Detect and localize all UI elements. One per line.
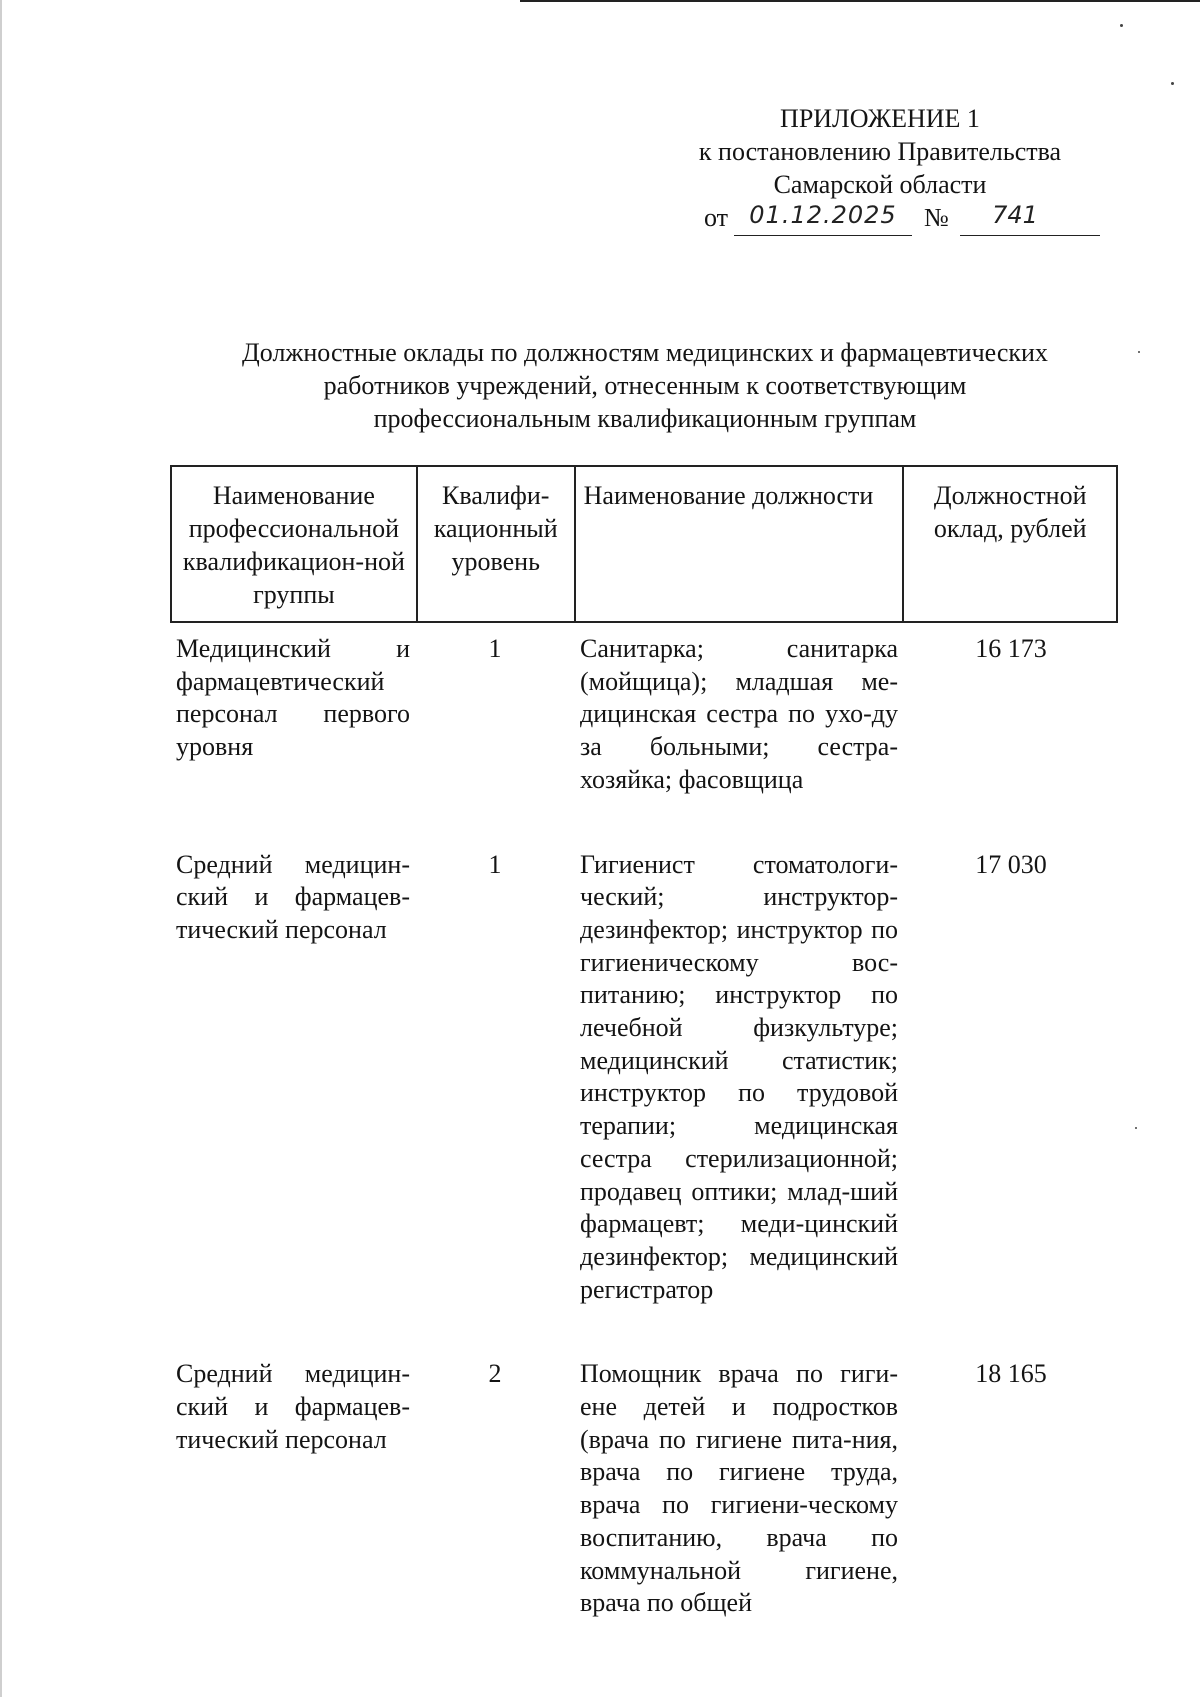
table-header — [170, 465, 1118, 623]
handwritten-number: 741 — [992, 201, 1038, 229]
date-number-line — [630, 201, 1130, 241]
column-header-position: Наименование должности — [575, 466, 904, 622]
title-line: работников учреждений, отнесенным к соответствующим — [323, 371, 967, 400]
group-cell: Средний медицин-ский и фармацев-тический персонал — [176, 1359, 410, 1454]
position-cell: Санитарка; санитарка (мойщица); младшая ме-дицинская сестра по ухо-ду за больными; сестра-хозяйка; фасовщица — [580, 634, 898, 794]
handwritten-date: 01.12.2025 — [749, 201, 897, 229]
appendix-header — [630, 102, 1130, 241]
appendix-title: ПРИЛОЖЕНИЕ 1 — [780, 104, 980, 133]
position-cell: Помощник врача по гиги-ене детей и подростков (врача по гигиене пита-ния, врача по гигиене труда, врача по гигиени-ческому воспитанию, врача по коммунальной гигиене, врача по общей — [580, 1359, 898, 1618]
appendix-line: Самарской области — [773, 170, 987, 199]
column-header-group: Наименование профессиональной квалификацион-ной группы — [171, 466, 417, 622]
column-header-salary: Должностной оклад, рублей — [903, 466, 1117, 622]
document-title — [150, 336, 1140, 435]
table-row — [170, 1358, 1118, 1672]
level-cell: 1 — [488, 634, 502, 663]
salary-table — [170, 633, 1118, 1672]
group-cell: Медицинский и фармацевтический персонал первого уровня — [176, 634, 410, 762]
date-underline — [734, 235, 912, 236]
title-line: Должностные оклады по должностям медицинских и фармацевтических — [242, 338, 1048, 367]
salary-cell: 17 030 — [975, 849, 1047, 879]
salary-cell: 18 165 — [975, 1359, 1047, 1389]
date-prefix: от — [704, 203, 729, 232]
number-sign: № — [924, 203, 949, 232]
scan-left-edge — [0, 0, 2, 1697]
number-underline — [960, 235, 1100, 236]
salary-cell: 16 173 — [975, 634, 1047, 663]
group-cell: Средний медицин-ский и фармацев-тический персонал — [176, 849, 410, 944]
scan-top-edge — [520, 0, 1200, 2]
table-row — [170, 633, 1118, 849]
scan-speck — [1120, 24, 1123, 27]
table-row — [170, 849, 1118, 1359]
level-cell: 1 — [488, 849, 502, 879]
level-cell: 2 — [488, 1359, 502, 1389]
title-line: профессиональным квалификационным группам — [373, 404, 917, 433]
appendix-line: к постановлению Правительства — [698, 137, 1062, 166]
column-header-level: Квалифи-кационный уровень — [417, 466, 575, 622]
position-cell: Гигиенист стоматологи-ческий; инструктор-дезинфектор; инструктор по гигиеническому вос-питанию; инструктор по лечебной физкультуре; медицинский статистик; инструктор по трудовой терапии; медицинская сестра стерилизационной; продавец оптики; млад-ший фармацевт; меди-цинский дезинфектор; медицинский регистратор — [580, 849, 898, 1304]
scan-speck — [1171, 82, 1174, 85]
scan-speck — [1135, 1127, 1137, 1129]
